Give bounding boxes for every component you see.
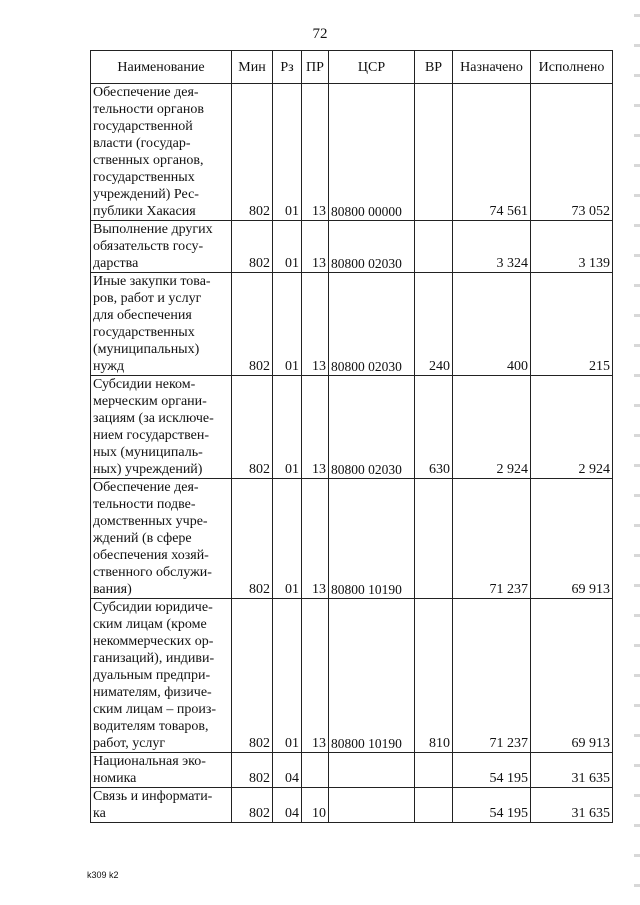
page-number: 72 <box>312 26 328 42</box>
row-csr <box>329 753 415 788</box>
row-min: 802 <box>232 753 273 788</box>
row-min: 802 <box>232 376 273 479</box>
row-csr: 80800 00000 <box>329 84 415 221</box>
row-rz: 01 <box>273 273 302 376</box>
header-vr: ВР <box>415 51 453 84</box>
row-pr: 10 <box>302 788 329 823</box>
footer-code: k309 k2 <box>87 870 119 880</box>
row-vr <box>415 788 453 823</box>
row-assigned: 74 561 <box>453 84 531 221</box>
row-csr <box>329 788 415 823</box>
table-row <box>91 376 613 479</box>
header-rz: Рз <box>273 51 302 84</box>
row-assigned: 71 237 <box>453 599 531 753</box>
row-csr: 80800 10190 <box>329 599 415 753</box>
row-name: Субсидии неком- мерческим органи- зациям (за исключе- нием государствен- ных (муниципаль- ных) учреждений) <box>91 376 232 479</box>
table-row <box>91 788 613 823</box>
row-rz: 01 <box>273 479 302 599</box>
row-rz: 01 <box>273 376 302 479</box>
header-csr: ЦСР <box>329 51 415 84</box>
table-row <box>91 479 613 599</box>
row-assigned: 54 195 <box>453 788 531 823</box>
header-assigned: Назначено <box>453 51 531 84</box>
row-assigned: 400 <box>453 273 531 376</box>
table-row <box>91 84 613 221</box>
row-name: Иные закупки това- ров, работ и услуг для обеспечения государственных (муниципальных) нужд <box>91 273 232 376</box>
row-pr: 13 <box>302 599 329 753</box>
header-min: Мин <box>232 51 273 84</box>
row-name: Субсидии юридиче- ским лицам (кроме некоммерческих ор- ганизаций), индиви- дуальным предпри- нимателям, физиче- ским лицам – произ- водителям товаров, работ, услуг <box>91 599 232 753</box>
header-executed: Исполнено <box>531 51 613 84</box>
row-executed: 31 635 <box>531 753 613 788</box>
row-rz: 01 <box>273 84 302 221</box>
row-vr: 810 <box>415 599 453 753</box>
row-executed: 69 913 <box>531 479 613 599</box>
row-pr: 13 <box>302 84 329 221</box>
row-assigned: 3 324 <box>453 221 531 273</box>
row-name: Обеспечение дея- тельности органов государственной власти (государ- ственных органов, государственных учреждений) Рес- публики Хакасия <box>91 84 232 221</box>
row-name: Выполнение других обязательств госу- дарства <box>91 221 232 273</box>
row-name: Связь и информати- ка <box>91 788 232 823</box>
row-assigned: 2 924 <box>453 376 531 479</box>
row-min: 802 <box>232 599 273 753</box>
row-name: Национальная эко- номика <box>91 753 232 788</box>
row-vr: 630 <box>415 376 453 479</box>
row-min: 802 <box>232 788 273 823</box>
row-executed: 31 635 <box>531 788 613 823</box>
row-min: 802 <box>232 84 273 221</box>
budget-table <box>90 50 613 823</box>
row-vr: 240 <box>415 273 453 376</box>
row-pr: 13 <box>302 479 329 599</box>
row-pr: 13 <box>302 376 329 479</box>
row-executed: 3 139 <box>531 221 613 273</box>
row-min: 802 <box>232 221 273 273</box>
row-executed: 69 913 <box>531 599 613 753</box>
row-vr <box>415 84 453 221</box>
row-csr: 80800 02030 <box>329 376 415 479</box>
row-rz: 01 <box>273 599 302 753</box>
row-rz: 01 <box>273 221 302 273</box>
row-rz: 04 <box>273 753 302 788</box>
table-row <box>91 599 613 753</box>
row-csr: 80800 02030 <box>329 221 415 273</box>
row-assigned: 54 195 <box>453 753 531 788</box>
scan-edge-marks <box>634 0 640 905</box>
row-executed: 73 052 <box>531 84 613 221</box>
row-name: Обеспечение дея- тельности подве- домственных учре- ждений (в сфере обеспечения хозяй- ственного обслужи- вания) <box>91 479 232 599</box>
table-row <box>91 753 613 788</box>
row-assigned: 71 237 <box>453 479 531 599</box>
row-rz: 04 <box>273 788 302 823</box>
table-header-row <box>91 51 613 84</box>
row-csr: 80800 02030 <box>329 273 415 376</box>
row-pr <box>302 753 329 788</box>
row-pr: 13 <box>302 273 329 376</box>
row-min: 802 <box>232 273 273 376</box>
row-min: 802 <box>232 479 273 599</box>
table-row <box>91 221 613 273</box>
row-vr <box>415 753 453 788</box>
row-vr <box>415 221 453 273</box>
row-pr: 13 <box>302 221 329 273</box>
header-pr: ПР <box>302 51 329 84</box>
row-csr: 80800 10190 <box>329 479 415 599</box>
header-name: Наименование <box>91 51 232 84</box>
row-executed: 2 924 <box>531 376 613 479</box>
table-row <box>91 273 613 376</box>
row-executed: 215 <box>531 273 613 376</box>
row-vr <box>415 479 453 599</box>
